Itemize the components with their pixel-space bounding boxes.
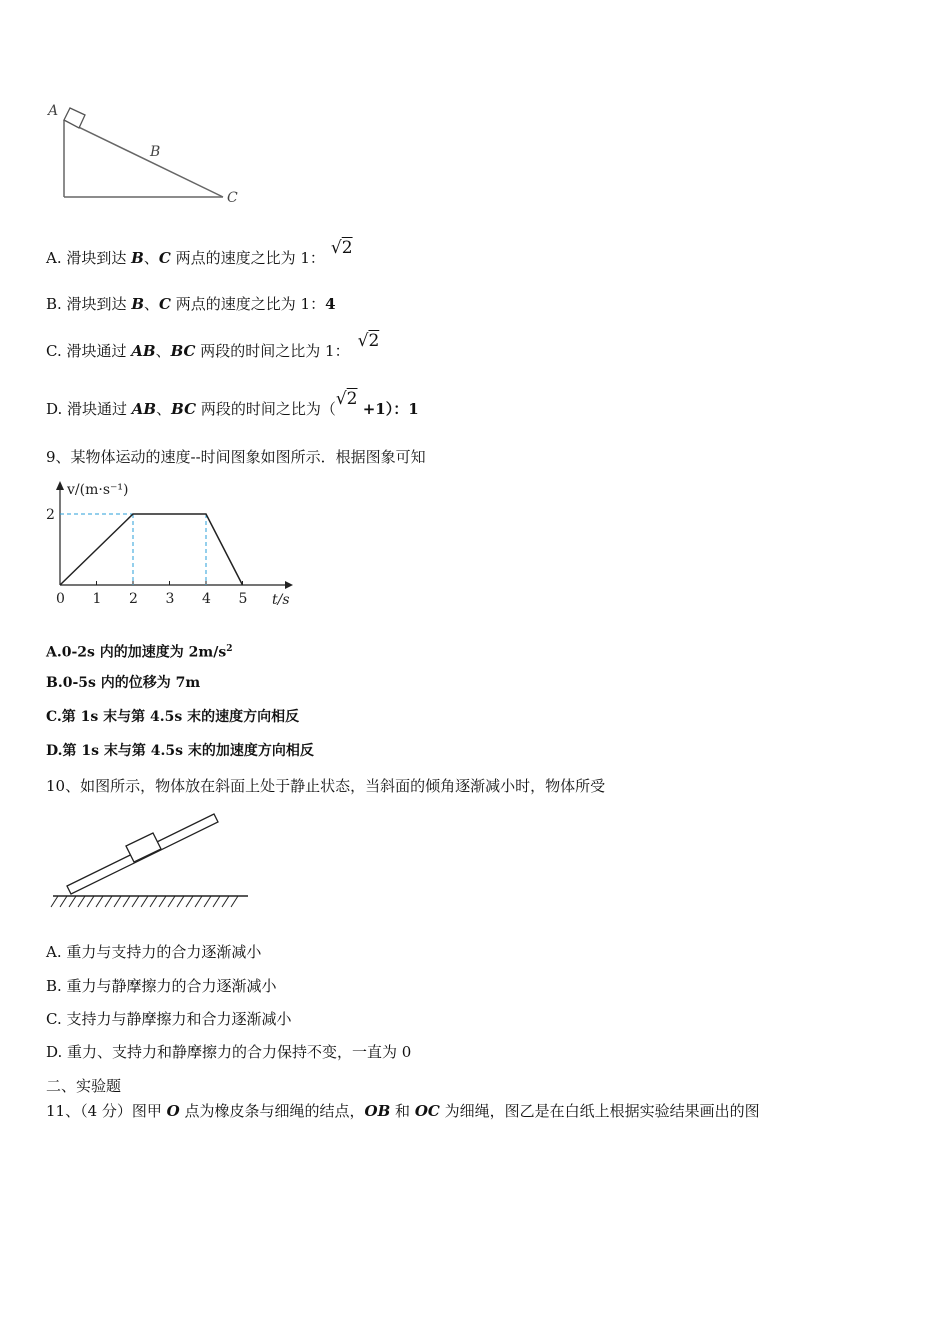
incline-figure [40, 98, 250, 213]
q10-option-c: C. 支持力与静摩擦力和合力逐渐减小 [46, 1010, 292, 1028]
text: D. 滑块通过 [46, 400, 132, 418]
ground-hatch [69, 896, 76, 907]
q10-question: 10、如图所示，物体放在斜面上处于静止状态，当斜面的倾角逐渐减小时，物体所受 [46, 777, 606, 795]
sqrt-symbol: √2 [357, 331, 380, 351]
point-o: O [166, 1102, 180, 1120]
q9-question: 9、某物体运动的速度--时间图象如图所示．根据图象可知 [46, 448, 426, 466]
q9-option-b: B.0-5s 内的位移为 7m [46, 675, 201, 691]
q8-option-b [46, 294, 336, 314]
x-axis-label: t/s [272, 592, 290, 608]
text: 为细绳，图乙是在白纸上根据实验结果画出的图 [439, 1102, 760, 1120]
text: D. 重力、支持力和静摩擦力的合力保持不变，一直为 0 [46, 1043, 412, 1061]
q8-option-a [46, 238, 353, 268]
x-tick-label: 2 [129, 591, 138, 607]
label-c: C [227, 190, 238, 206]
y-tick-label: 2 [46, 507, 55, 523]
q10-option-d [46, 1042, 411, 1062]
text: +1）：1 [357, 400, 419, 418]
ground-hatch [195, 896, 202, 907]
ground-hatch [150, 896, 157, 907]
q10-option-b: B. 重力与静摩擦力的合力逐渐减小 [46, 977, 277, 995]
segment-ab: AB [131, 400, 157, 418]
ground-hatch [231, 896, 238, 907]
text: 11、（4 分）图甲 [46, 1102, 167, 1120]
text: B. 滑块到达 [46, 295, 132, 313]
label-a: A [48, 103, 59, 119]
inclined-plank-figure [50, 808, 255, 913]
ground-hatch [159, 896, 166, 907]
text: 、 [143, 249, 159, 267]
text: 、 [156, 400, 172, 418]
ground-hatch [222, 896, 229, 907]
ground-hatch [60, 896, 67, 907]
ground-hatch [132, 896, 139, 907]
text: 两段的时间之比为（ [196, 400, 336, 418]
x-tick-label: 3 [165, 591, 175, 607]
point-b: B [131, 249, 144, 267]
text: 点为橡皮条与细绳的结点， [179, 1102, 365, 1120]
series-line [60, 514, 243, 585]
point-c: C [159, 295, 171, 313]
block [126, 833, 161, 862]
label-b: B [150, 144, 161, 160]
rope-ob: OB [364, 1102, 391, 1120]
q8-option-d [46, 389, 419, 419]
q9-option-a [46, 639, 232, 663]
x-tick-label: 4 [202, 591, 211, 607]
section-title: 二、实验题 [46, 1077, 122, 1095]
text: 、 [155, 342, 171, 360]
q11-question [46, 1101, 760, 1121]
ground-hatch [168, 896, 175, 907]
text: A. 滑块到达 [46, 249, 132, 267]
text: A.0-2s 内的加速度为 2m/s [46, 644, 227, 661]
superscript: 2 [226, 644, 233, 654]
ground-hatch [123, 896, 130, 907]
ground-hatch [204, 896, 211, 907]
q8-option-c [46, 331, 380, 361]
sqrt-symbol: √2 [335, 389, 358, 409]
ground-hatch [78, 896, 85, 907]
segment-ab: AB [131, 342, 156, 360]
ground-hatch [141, 896, 148, 907]
ratio-value: 4 [325, 295, 336, 313]
text: 和 [390, 1102, 415, 1120]
text: 两点的速度之比为 1： [170, 295, 326, 313]
point-b: B [131, 295, 145, 313]
ground-hatch [114, 896, 121, 907]
ground-hatch [186, 896, 193, 907]
x-tick-label: 1 [92, 591, 102, 607]
vt-chart [40, 478, 300, 610]
text: 两点的速度之比为 1： [170, 249, 325, 267]
block-a [64, 108, 85, 128]
point-c: C [158, 249, 171, 267]
y-axis-label: v/(m·s⁻¹) [67, 482, 129, 498]
q9-option-c: C.第 1s 末与第 4.5s 末的速度方向相反 [46, 709, 300, 725]
ground-hatch [87, 896, 94, 907]
segment-bc: BC [170, 342, 196, 360]
text: C. 滑块通过 [46, 342, 132, 360]
ground-hatch [105, 896, 112, 907]
ground-hatch [96, 896, 103, 907]
rope-oc: OC [414, 1102, 440, 1120]
text: 两段的时间之比为 1： [195, 342, 350, 360]
segment-bc: BC [171, 400, 197, 418]
q10-option-a: A. 重力与支持力的合力逐渐减小 [46, 943, 262, 961]
sqrt-symbol: √2 [330, 238, 353, 258]
ground-hatch [213, 896, 220, 907]
text: 、 [144, 295, 160, 313]
ground-hatch [51, 896, 58, 907]
x-tick-label: 5 [238, 591, 248, 607]
q9-option-d: D.第 1s 末与第 4.5s 末的加速度方向相反 [46, 743, 314, 759]
ground-hatch [177, 896, 184, 907]
x-tick-label: 0 [56, 591, 65, 607]
